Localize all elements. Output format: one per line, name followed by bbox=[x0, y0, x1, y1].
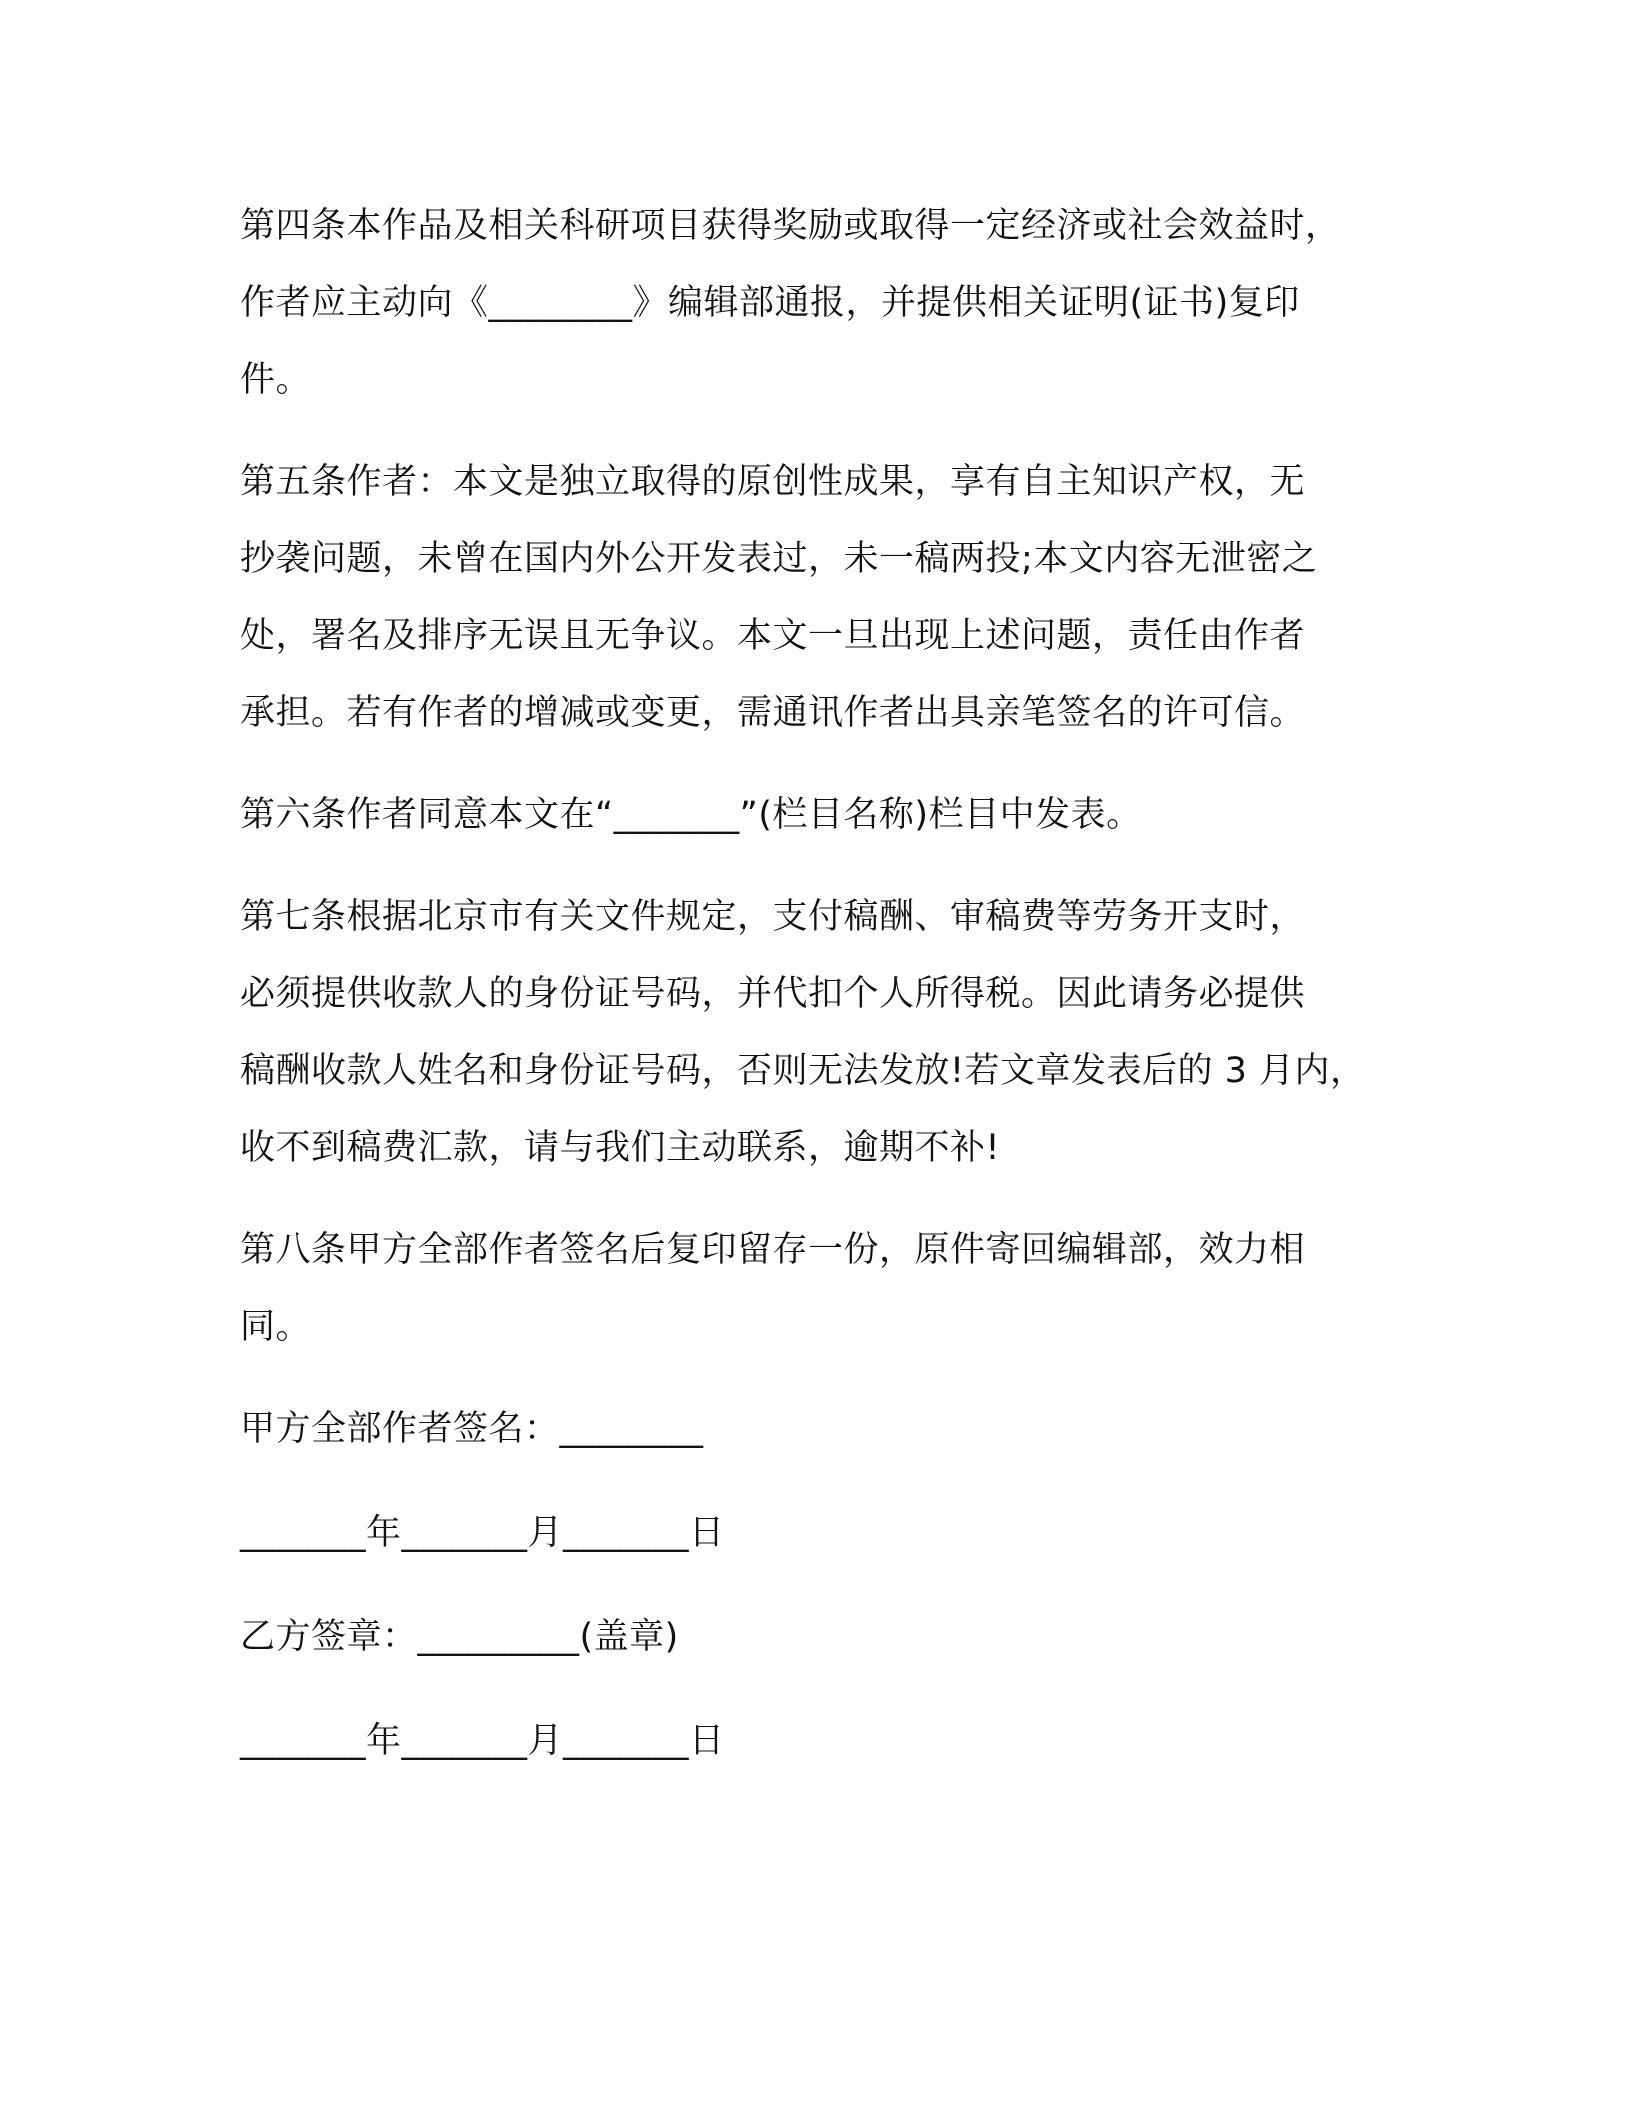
party-b-date bbox=[240, 1703, 1420, 1780]
party-a-signature bbox=[240, 1391, 1420, 1468]
article-7-line-4: 收不到稿费汇款，请与我们主动联系，逾期不补! bbox=[240, 1128, 1001, 1168]
article-7-line-3: 稿酬收款人姓名和身份证号码，否则无法发放!若文章发表后的 3 月内， bbox=[240, 1051, 1366, 1091]
article-5-line-4: 承担。若有作者的增减或变更，需通讯作者出具亲笔签名的许可信。 bbox=[240, 693, 1306, 733]
article-7-line-2: 必须提供收款人的身份证号码，并代扣个人所得税。因此请务必提供 bbox=[240, 974, 1306, 1014]
party-b-signature-line: 乙方签章：_________(盖章) bbox=[240, 1617, 679, 1657]
article-8-line-1: 第八条甲方全部作者签名后复印留存一份，原件寄回编辑部，效力相 bbox=[240, 1230, 1306, 1270]
party-a-signature-line: 甲方全部作者签名：________ bbox=[240, 1409, 704, 1449]
article-5-line-1: 第五条作者：本文是独立取得的原创性成果，享有自主知识产权，无 bbox=[240, 462, 1306, 502]
article-8-line-2: 同。 bbox=[240, 1307, 312, 1347]
party-b-signature bbox=[240, 1599, 1420, 1676]
party-b-date-line: _______年_______月_______日 bbox=[240, 1721, 725, 1761]
party-a-date bbox=[240, 1495, 1420, 1572]
article-5-line-2: 抄袭问题，未曾在国内外公开发表过，未一稿两投;本文内容无泄密之 bbox=[240, 539, 1318, 579]
document-page bbox=[240, 188, 1420, 1805]
party-a-date-line: _______年_______月_______日 bbox=[240, 1513, 725, 1553]
article-6 bbox=[240, 777, 1420, 854]
article-4-line-3: 件。 bbox=[240, 360, 312, 400]
article-4-line-2: 作者应主动向《________》编辑部通报，并提供相关证明(证书)复印 bbox=[240, 283, 1300, 323]
article-5 bbox=[240, 444, 1420, 752]
article-7 bbox=[240, 879, 1420, 1187]
article-8 bbox=[240, 1212, 1420, 1366]
article-6-line-1: 第六条作者同意本文在“_______”(栏目名称)栏目中发表。 bbox=[240, 795, 1142, 835]
article-4-line-1: 第四条本作品及相关科研项目获得奖励或取得一定经济或社会效益时， bbox=[240, 206, 1341, 246]
article-7-line-1: 第七条根据北京市有关文件规定，支付稿酬、审稿费等劳务开支时， bbox=[240, 897, 1306, 937]
article-5-line-3: 处，署名及排序无误且无争议。本文一旦出现上述问题，责任由作者 bbox=[240, 616, 1306, 656]
article-4 bbox=[240, 188, 1420, 419]
